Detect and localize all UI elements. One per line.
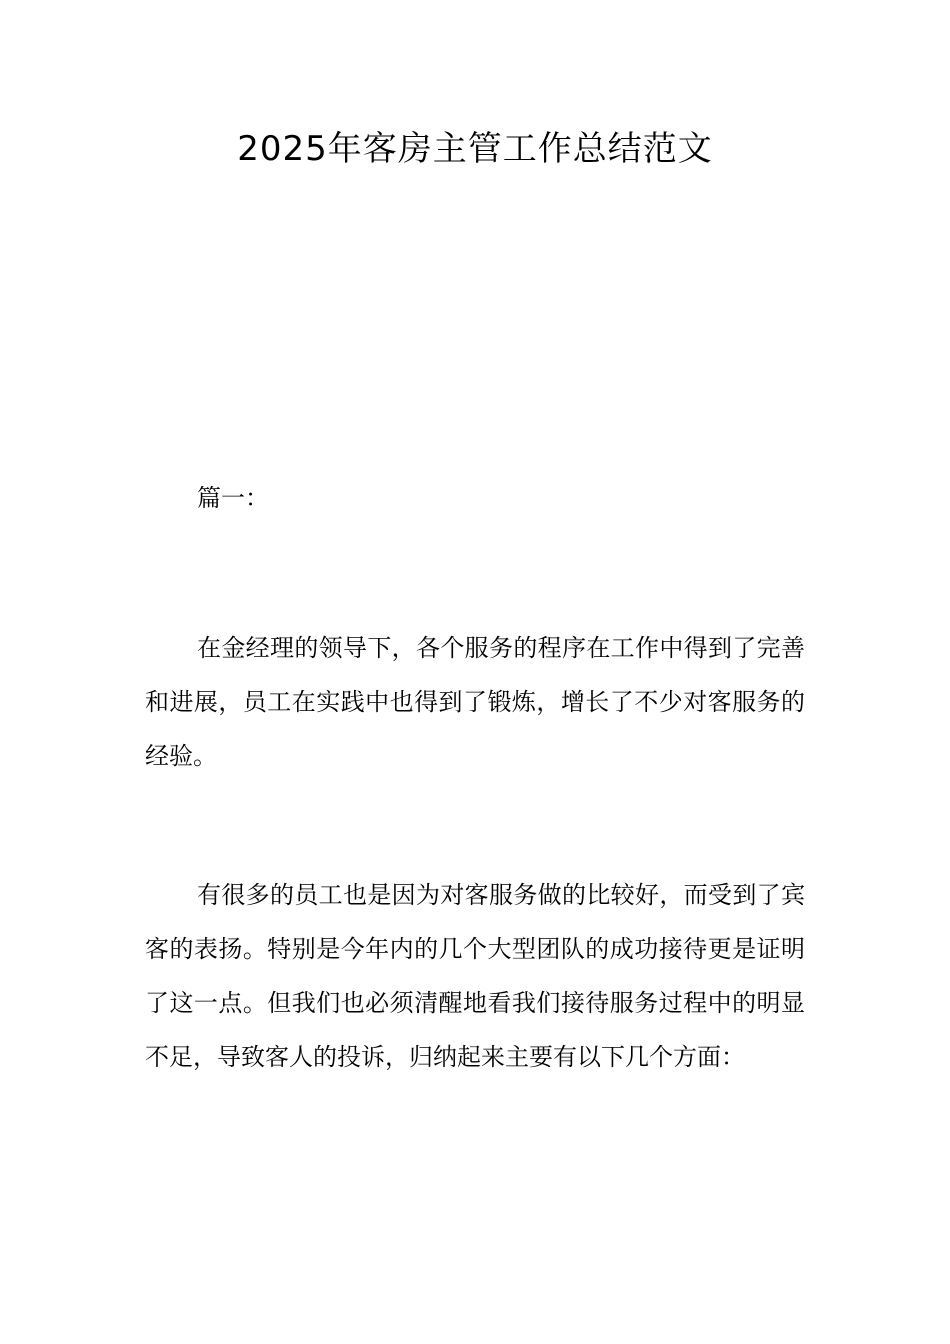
document-title: 2025年客房主管工作总结范文 bbox=[237, 129, 713, 169]
section-heading: 篇一： bbox=[197, 484, 269, 512]
body-paragraph-2: 有很多的员工也是因为对客服务做的比较好，而受到了宾客的表扬。特别是今年内的几个大型团队的成功接待更是证明了这一点。但我们也必须清醒地看我们接待服务过程中的明显不足，导致客人的投诉，归纳起来主要有以下几个方面： bbox=[145, 881, 805, 1071]
body-paragraph-1: 在金经理的领导下，各个服务的程序在工作中得到了完善和进展，员工在实践中也得到了锻炼，增长了不少对客服务的经验。 bbox=[145, 634, 805, 770]
